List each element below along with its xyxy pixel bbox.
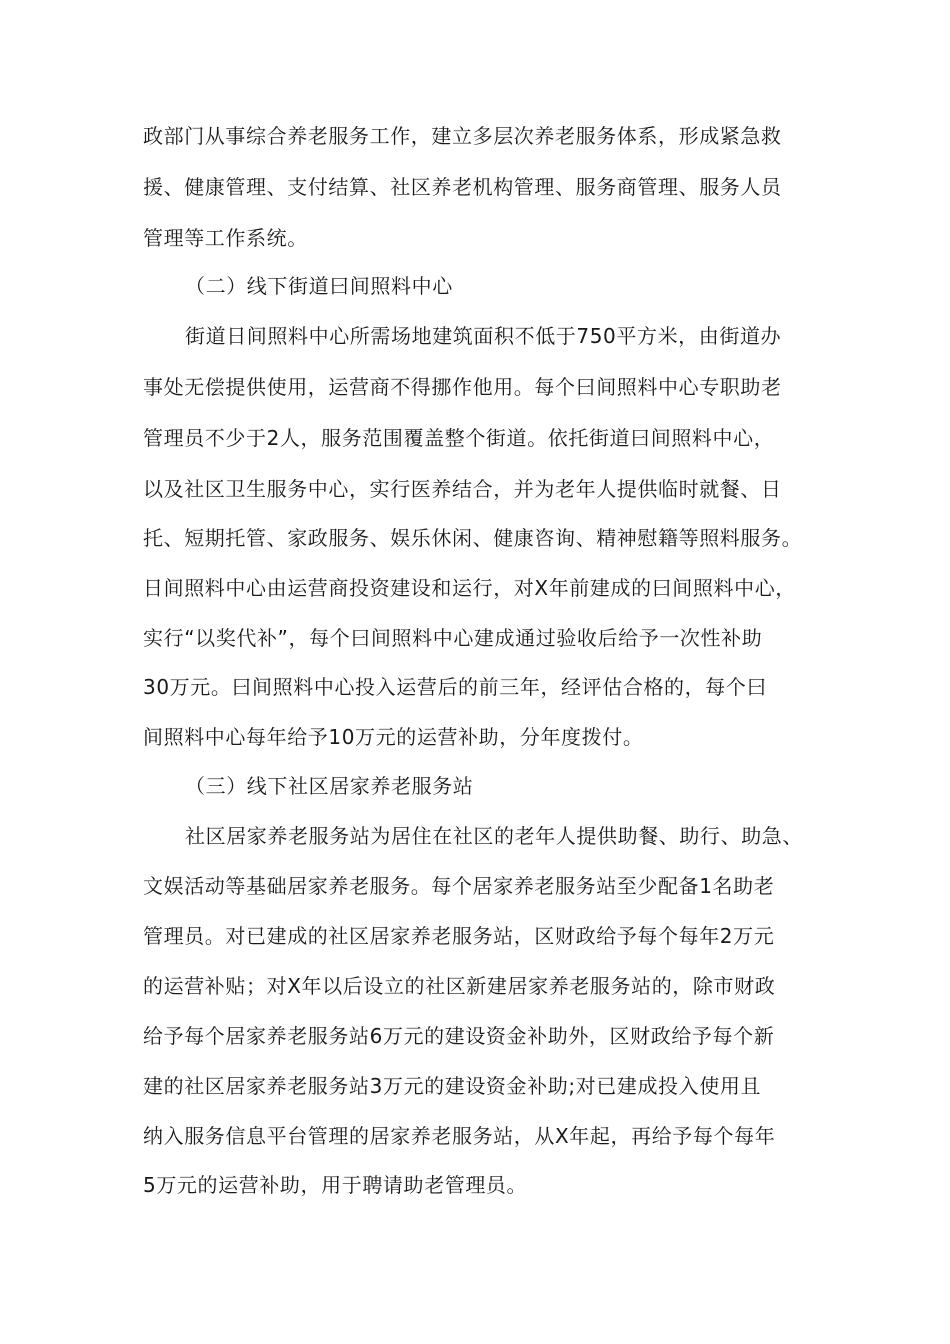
paragraph-line: 实行“以奖代补”，每个曰间照料中心建成通过验收后给予一次性补助 — [143, 626, 763, 650]
paragraph-line: 管理员不少于2人，服务范围覆盖整个街道。依托街道曰间照料中心， — [143, 426, 775, 450]
paragraph-line: 30万元。曰间照料中心投入运营后的前三年，经评估合格的，每个曰 — [143, 675, 768, 699]
paragraph-line: 的运营补贴；对X年以后设立的社区新建居家养老服务站的，除市财政 — [143, 974, 776, 998]
paragraph-line: 托、短期托管、家政服务、娱乐休闲、健康咨询、精神慰籍等照料服务。 — [143, 526, 803, 550]
paragraph-line: 间照料中心每年给予10万元的运营补助，分年度拨付。 — [143, 725, 644, 749]
paragraph-line: 建的社区居家养老服务站3万元的建设资金补助;对已建成投入使用且 — [143, 1074, 762, 1098]
paragraph-line: 政部门从事综合养老服务工作，建立多层次养老服务体系，形成紧急救 — [143, 124, 782, 148]
paragraph-line: 以及社区卫生服务中心，实行医养结合，并为老年人提供临时就餐、日 — [143, 477, 782, 501]
paragraph-line: 纳入服务信息平台管理的居家养老服务站，从X年起，再给予每个每年 — [143, 1124, 776, 1148]
section-heading: （三）线下社区居家养老服务站 — [185, 774, 474, 798]
paragraph-line: 援、健康管理、支付结算、社区养老机构管理、服务商管理、服务人员 — [143, 175, 782, 199]
paragraph-line: 管理员。对已建成的社区居家养老服务站，区财政给予每个每年2万元 — [143, 924, 775, 948]
paragraph-line: 事处无偿提供使用，运营商不得挪作他用。每个曰间照料中心专职助老 — [143, 375, 782, 399]
paragraph-line: 日间照料中心由运营商投资建设和运行，对X年前建成的曰间照料中心， — [143, 576, 796, 600]
paragraph-line: 文娱活动等基础居家养老服务。每个居家养老服务站至少配备1名助老 — [143, 874, 775, 898]
paragraph-line: 给予每个居家养老服务站6万元的建设资金补助外，区财政给予每个新 — [143, 1024, 775, 1048]
section-heading: （二）线下街道曰间照料中心 — [185, 274, 453, 298]
paragraph-line: 社区居家养老服务站为居住在社区的老年人提供助餐、助行、助急、 — [185, 824, 803, 848]
paragraph-line: 街道日间照料中心所需场地建筑面积不低于750平方米，由街道办 — [185, 324, 782, 348]
paragraph-line: 管理等工作系统。 — [143, 226, 308, 250]
paragraph-line: 5万元的运营补助，用于聘请助老管理员。 — [143, 1173, 528, 1197]
